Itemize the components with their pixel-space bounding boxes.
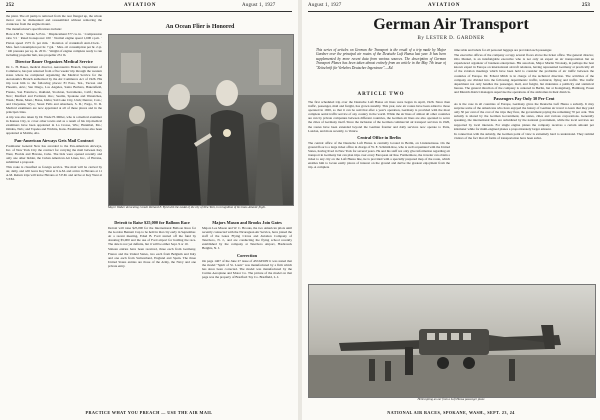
left-column-2 (108, 218, 196, 398)
byrd-medal-photo-drawing (109, 35, 293, 205)
right-page (302, 0, 600, 420)
balloon-paragraph-2: Sixteen entries have been received, three each from Germany, France and the United States, two each from Belgium and Italy and one each from Switzerland, England and Spain. The three United States entries are those of the Army, the Navy and one private entry. (108, 247, 196, 268)
article-paragraph-2: The central office of the Deutsche Luft Hansa is centrally located in Berlin, on Lindenstrasse. On the ground floor is a large ticket office in charge of W. E. Schmidt-Roe, who is well acquainted with the United States, having lived in New York for several years. He and his staff not only give information regarding air transport in Germany but can plan trips over every European air line. Furthermore, the traveler can obtain a ticket to any city on the Luft Hansa line, he is provided with a specially prepared map of the route, which enables him to locate easily places of interest on the ground and derive the greatest enjoyment from the trip. A complete (308, 140, 450, 170)
page-number-right: 253 (582, 3, 591, 8)
editor-intro: This series of articles on German Air Transport is the result of a trip made by Major Gardner over the principal air routes of the Deutsche Luft Hansa last year. It has been supplemented by more recent data from various sources. The description of German Transport Planes has been taken almost entirely from an article in the May 7th issue of "Zeitschrift für Verkehrs Deutscher Ingenieure".—Ed. (316, 48, 446, 70)
article-paragraph-1: The first scheduled trip over the Deutsche Luft Hansa air lines were begun in April, 1926. Since then traffic, passenger, mail and freight, has grown steadily. This year, new air routes have been added to those operated in 1926, so that it can be said that after a year's operation, Germany is provided with the most complete aerial traffic service of any country in the world. While the air lines of almost all other countries are run by private companies between different countries, the German air lines are also operated to serve the cities of Germany itself. Since the inclusion of the German commercial air transport services in 1926, the routes have been extended beyond the German frontier and daily services now operate to Paris, London, and more recently, to Venice. (308, 100, 450, 133)
heading-pan-american: Pan-American Airways Gets Mail Contract (14, 137, 94, 143)
byrd-medal-photo (108, 34, 294, 206)
heading-passengers-pay: Passengers Pay Only 30 Per Cent (493, 96, 555, 102)
left-page (0, 0, 298, 420)
medical-paragraph-2: A trip was also taken by Dr. Wade H. Miller, who is a medical examiner in Kansas City, to cover other towns and as a result of his trip medical examiners have been appointed in La Crosse, Wis.; Hannibal, Mo.; Omaha, Neb.; and Topeka and Wichita, Kans. Examiners have also been appointed at Mobile, Ala. (6, 115, 102, 136)
article-paragraph-3: time table and labels for all personal luggage are provided each passenger. (454, 48, 552, 52)
footer-slogan-right: NATIONAL AIR RACES, SPOKANE, WASH., SEPT. 23, 24 (387, 410, 515, 415)
right-column-1 (308, 100, 450, 280)
article-paragraph-4: The executive offices of the company occupy several floors above the ticket office. The general director, Otto Merkel, is an indefatigable executive who is not only an expert on air transportation but an experienced organizer of business enterprises. His associate, Major Martin Wronsky, in perhaps the best known expert in Europe on international aircraft relations, having represented Germany at practically all of the aviation meetings which have been held to consider the problems of air traffic between the countries of Europe. Dr. Erhard Milch is in charge of the technical direction. The activities of the company are divided into the following departments: traffic, technical, flying and traffic. The traffic department not only handles the passenger, mail, and freight, but maintains a publicity and statistical bureau. The general direction of the company is centered in Berlin, but at Konigsberg, Hamburg, Essen and Munich district managers supervise the operations of the airdromes in their districts. (454, 53, 594, 94)
medical-paragraph-1: Dr. L. H. Bauer, medical director, Aeronautics Branch, Department of Commerce, has just returned from a five weeks' trip through the western states where he completed organizing the Medical Service for the Aeronautics Branch authorized by the Air Commerce Act of 1926. His trip took him to the following places: El Paso, Tex., Tucson and Phoenix, Ariz.; San Diego, Los Angeles, Santa Barbara, Bakersfield, Fresno, San Francisco, Oakland, Stockton, Sacramento, Calif.; Reno, Nev.; Medford and Portland, Ore.; Seattle, Spokane and Wenatchee, Wash.; Butte, Mont.; Boise, Idaho; Salt Lake City, Utah; Denver, Colo.; and Cheyenne, Wyo.; Sioux Falls and Aberdeen, S. D.; Fargo, N. D. Medical examiners are now appointed at all of these places and in the principal cities. (6, 64, 102, 114)
balloon-paragraph-1: Detroit will raise $25,000 for the International Balloon Race for the Gordon Bennett Cup to be held in that city early in September. At a recent meeting, Edsel B. Ford started off the fund by donating $5,000 and the use of Ford airport for holding the race. The date is not yet definite, but it will be either Sept. 9 or 10. (108, 226, 196, 247)
heading-medical-service: Director Bauer Organizes Medical Service (15, 58, 93, 64)
heading-correction: Correction (237, 252, 257, 258)
engine-specs: Bore 4.38 in. · Stroke 5.25 in. · Displacement 377 cu. in. · Compression ratio 5:1 · Rated horsepower 100 · Normal engine speed 1,600 r.p.m. · Piston speed 1575 ft. per min. · Rotation of crankshaft Anti-Clock. · Max. fuel consumption per hr. 7 gal. · Max. oil consumption per hr. 2 qt. · Oil pressure per sq. in. 20 lb. · Weight of engine complete ready to run including propeller hub, less propeller 231 lb. (6, 32, 102, 57)
issue-date-left: August 1, 1927 (242, 3, 276, 8)
passenger-plane-photo (308, 284, 596, 398)
photo-caption-byrd: Mayor Walker decorating Comdr. Richard E. Byrd with the medal of the city of New York, in recognition of his trans-Atlantic flight. (108, 205, 266, 209)
pan-american-paragraph-2: This route is classified as foreign service. The mail will be carried by air, daily, and will leave Key West at 9 A.M. and arrive in Havana at 11 A.M. Return trips will leave Havana at 3 P.M. and arrive at Key West at 5 P.M. (6, 165, 102, 182)
engine-lead-paragraph: the plant. The oil pump is removed from the rear flanged up, the whole motor can be dismounted and reassembled without removing the crankcase from the engine mount. (6, 14, 102, 27)
correction-paragraph: On page 1467 of the June 27 issue of AVIATION it was stated that the model "Spirit of St. Louis" was manufactured by a firm which has since been corrected. The model was manufactured by the Curtiss Aeroplane and Motor Co. The picture of the model on that page was the property of Bradford Toy Co. Bradfield, L. I. (202, 258, 292, 279)
magazine-name-right: AVIATION (428, 3, 461, 8)
photo-heading-ocean-flier: An Ocean Flier is Honored (165, 24, 235, 30)
issue-date-right: August 1, 1927 (308, 3, 342, 8)
pan-american-paragraph-1: Postmaster General New has awarded to the Pan-American Airways, Inc. of New York City the contract for carrying the mail between Key West, Florida and Havana, Cuba. The bids were opened recently and only one other bidder, the Cuban American Air Lines, Inc., of Havana, submitted a proposal. (6, 143, 102, 164)
mason-brooks-paragraph: Majors Lee Mason and W. C. Brooks, the two American pilots until recently connected with the Nicaraguan Air Service, have joined the staff of the Gates Flying Circus and Aviation Company of Teterboro, N. J., and are conducting the flying school recently established by the company at Teterboro Airport, Hasbrouck Heights, N. J. (202, 226, 292, 251)
left-column-1 (6, 14, 102, 398)
left-column-3 (202, 218, 292, 398)
passenger-plane-photo-drawing (309, 285, 595, 397)
heading-balloon-race: Detroit to Raise $25,000 for Balloon Race (114, 220, 190, 225)
article-paragraph-6: In connection with the subsidy, the German point of view is extremely hard to understand. They remind visitors of the fact that all forms of transportation have been subsi- (454, 131, 594, 140)
article-title: German Air Transport (373, 16, 529, 33)
specs-intro: The manufacturer's specifications include: (6, 27, 62, 32)
heading-central-office: Central Office in Berlin (357, 134, 401, 140)
photo-caption-plane: Hellecopting an ear from a Luft Hansa passenger plane (417, 397, 485, 401)
article-byline: By LESTER D. GARDNER (417, 36, 485, 41)
magazine-name-left: AVIATION (124, 3, 157, 8)
header-rule-right (308, 11, 594, 12)
footer-slogan-left: PRACTICE WHAT YOU PREACH — USE THE AIR MAIL (85, 410, 213, 415)
article-paragraph-5: As is the case in all countries of Europe, Germany gives the Deutsche Luft Hansa a subsidy. It may surprise some of the Americans who have enjoyed the luxury of German air travel to learn that they paid only 30 per cent of the cost of the trips they flew, the government paying the remaining 70 per cent. This subsidy is shared by the German Government, the states, cities and various corporations. Generally speaking, the international lines are subsidized by the national government, while the local services are supported by local interests. For single engine planes the company receives a certain amount per kilometer while for multi-engined planes a proportionately larger amount. (454, 102, 594, 131)
heading-mason-brooks: Majors Mason and Brooks Join Gates (212, 220, 282, 225)
right-column-2 (454, 48, 594, 280)
header-rule-left (6, 11, 292, 12)
article-number: ARTICLE TWO (357, 92, 405, 97)
page-number-left: 252 (6, 3, 15, 8)
